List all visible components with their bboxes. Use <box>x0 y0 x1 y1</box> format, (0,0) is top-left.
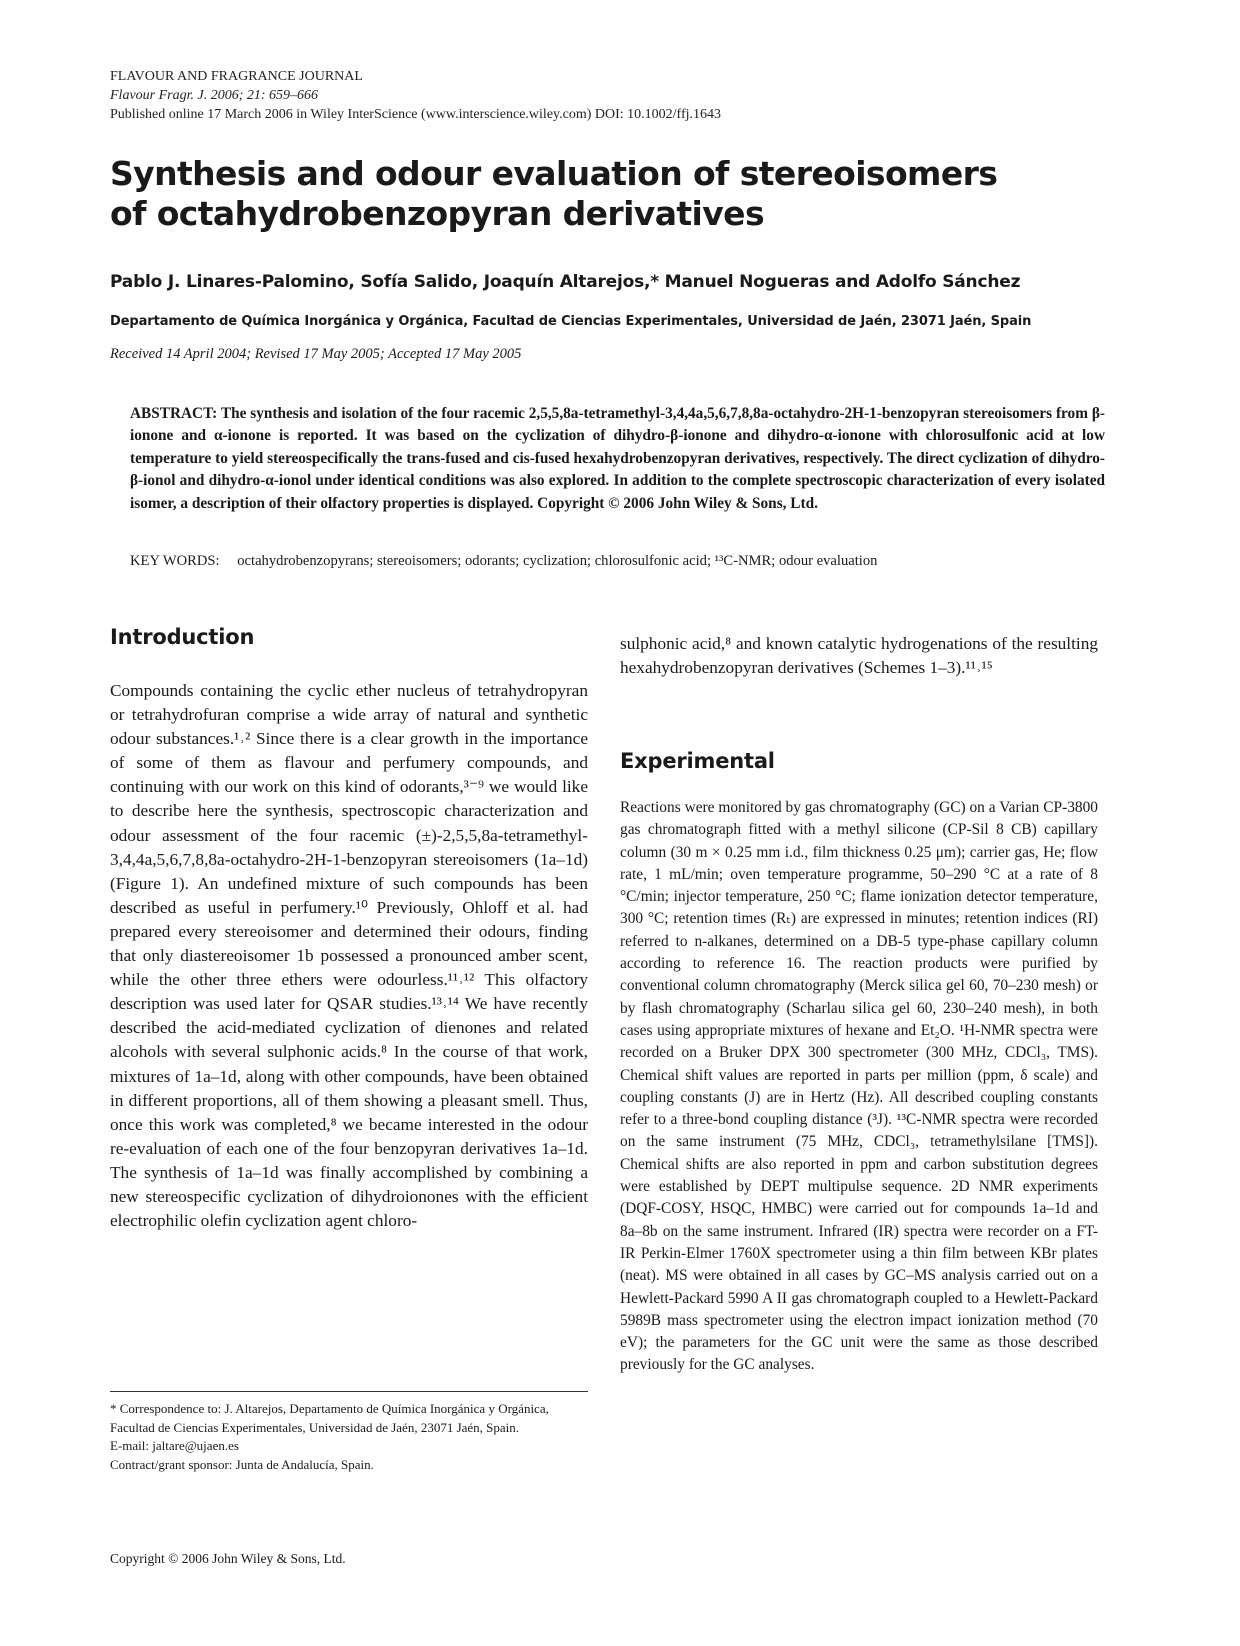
footnote <box>110 1400 588 1475</box>
title-line-2: of octahydrobenzopyran derivatives <box>110 194 764 233</box>
keywords-label: KEY WORDS: <box>130 553 220 569</box>
abstract: ABSTRACT: The synthesis and isolation of the four racemic 2,5,5,8a-tetramethyl-3,4,4a,5,6,7,8,8a-octahydro-2H-1-benzopyran stereoisomers from β-ionone and α-ionone is reported. It was based on the cyclization of dihydro-β-ionone and dihydro-α-ionone with chlorosulfonic acid at low temperature to yield stereospecifically the trans-fused and cis-fused hexahydrobenzopyran derivatives, respectively. The direct cyclization of dihydro-β-ionol and dihydro-α-ionol under identical conditions was also explored. In addition to the complete spectroscopic characterization of every isolated isomer, a description of their olfactory properties is displayed. Copyright © 2006 John Wiley & Sons, Ltd. <box>130 405 1105 512</box>
introduction-continuation <box>620 632 1098 680</box>
keywords <box>130 553 877 570</box>
introduction-body <box>110 679 588 1233</box>
section-heading-experimental: Experimental <box>620 749 775 773</box>
affiliation: Departamento de Química Inorgánica y Orgánica, Facultad de Ciencias Experimentales, Universidad de Jaén, 23071 Jaén, Spain <box>110 314 1032 329</box>
keywords-text: octahydrobenzopyrans; stereoisomers; odorants; cyclization; chlorosulfonic acid; ¹³C-NMR; odour evaluation <box>237 553 878 569</box>
experimental-body <box>620 797 1098 1377</box>
footnote-email: E-mail: jaltare@ujaen.es <box>110 1438 239 1454</box>
journal-header <box>110 67 721 124</box>
section-heading-introduction: Introduction <box>110 625 255 649</box>
received-dates: Received 14 April 2004; Revised 17 May 2005; Accepted 17 May 2005 <box>110 346 522 362</box>
introduction-paragraph: Compounds containing the cyclic ether nucleus of tetrahydropyran or tetrahydrofuran comprise a wide array of natural and synthetic odour substances.¹˒² Since there is a clear growth in the importance of some of them as flavour and perfumery compounds, and continuing with our work on this kind of odorants,³⁻⁹ we would like to describe here the synthesis, spectroscopic characterization and odour assessment of the four racemic (±)-2,5,5,8a-tetramethyl-3,4,4a,5,6,7,8,8a-octahydro-2H-1-benzopyran stereoisomers (1a–1d) (Figure 1). An undefined mixture of such compounds has been described as useful in perfumery.¹⁰ Previously, Ohloff et al. had prepared every stereoisomer and determined their odours, finding that only diastereoisomer 1b possessed a pronounced amber scent, while the other three ethers were odourless.¹¹˒¹² This olfactory description was used later for QSAR studies.¹³˒¹⁴ We have recently described the acid-mediated cyclization of dienones and related alcohols with several sulphonic acids.⁸ In the course of that work, mixtures of 1a–1d, along with other compounds, have been obtained in different proportions, all of them showing a pleasant smell. Thus, once this work was completed,⁸ we became interested in the odour re-evaluation of each one of the four benzopyran derivatives 1a–1d. The synthesis of 1a–1d was finally accomplished by combining a new stereospecific cyclization of dihydroionones with the efficient electrophilic olefin cyclization agent chloro- <box>110 681 588 1231</box>
publication-info: Published online 17 March 2006 in Wiley InterScience (www.interscience.wiley.com) DOI: 10.1002/ffj.1643 <box>110 107 722 122</box>
page-copyright: Copyright © 2006 John Wiley & Sons, Ltd. <box>110 1551 346 1566</box>
journal-citation: Flavour Fragr. J. 2006; 21: 659–666 <box>110 88 319 103</box>
footnote-correspondence: * Correspondence to: J. Altarejos, Departamento de Química Inorgánica y Orgánica, Facultad de Ciencias Experimentales, Universidad de Jaén, 23071 Jaén, Spain. <box>110 1401 549 1435</box>
title-line-1: Synthesis and odour evaluation of stereoisomers <box>110 154 998 193</box>
introduction-continuation-text: sulphonic acid,⁸ and known catalytic hydrogenations of the resulting hexahydrobenzopyran derivatives (Schemes 1–3).¹¹˒¹⁵ <box>620 634 1098 678</box>
footnote-divider <box>110 1391 588 1392</box>
author-list: Pablo J. Linares-Palomino, Sofía Salido, Joaquín Altarejos,* Manuel Nogueras and Adolfo Sánchez <box>110 272 1021 292</box>
footnote-grant: Contract/grant sponsor: Junta de Andalucía, Spain. <box>110 1457 374 1473</box>
experimental-paragraph: Reactions were monitored by gas chromatography (GC) on a Varian CP-3800 gas chromatograph fitted with a methyl silicone (CP-Sil 8 CB) capillary column (30 m × 0.25 mm i.d., film thickness 0.25 μm); carrier gas, He; flow rate, 1 mL/min; oven temperature programme, 50–290 °C at a rate of 8 °C/min; injector temperature, 250 °C; flame ionization detector temperature, 300 °C; retention times (Rₜ) are expressed in minutes; retention indices (RI) referred to n-alkanes, determined on a DB-5 type-phase capillary column according to reference 16. The reaction products were purified by conventional column chromatography (Merck silica gel 60, 70–230 mesh) or by flash chromatography (Scharlau silica gel 60, 230–240 mesh), in both cases using appropriate mixtures of hexane and Et₂O. ¹H-NMR spectra were recorded on a Bruker DPX 300 spectrometer (300 MHz, CDCl₃, TMS). Chemical shift values are reported in parts per million (ppm, δ scale) and coupling constants (J) are in Hertz (Hz). All described coupling constants refer to a three-bond coupling distance (³J). ¹³C-NMR spectra were recorded on the same instrument (75 MHz, CDCl₃, tetramethylsilane [TMS]). Chemical shifts are also reported in ppm and carbon substitution degrees were established by DEPT multipulse sequence. 2D NMR experiments (DQF-COSY, HSQC, HMBC) were carried out for compounds 1a–1d and 8a–8b on the same instrument. Infrared (IR) spectra were recorder on a FT-IR Perkin-Elmer 1760X spectrometer using a thin film between KBr plates (neat). MS were obtained in all cases by GC–MS analysis carried out on a Hewlett-Packard 5990 A II gas chromatograph coupled to a Hewlett-Packard 5989B mass spectrometer using the electron impact ionization method (70 eV); the parameters for the GC unit were the same as those described previously for the GC analyses. <box>620 799 1098 1374</box>
journal-name: FLAVOUR AND FRAGRANCE JOURNAL <box>110 69 363 84</box>
article-title <box>110 154 1110 234</box>
